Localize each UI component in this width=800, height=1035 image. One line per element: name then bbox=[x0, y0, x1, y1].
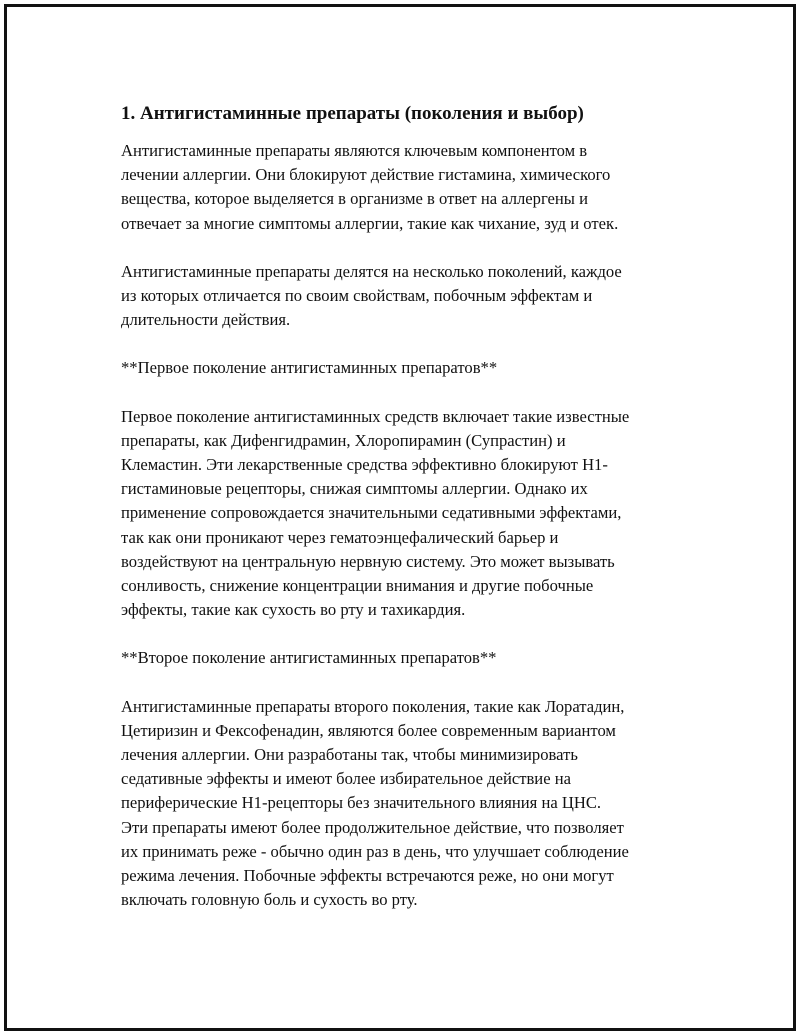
paragraph-first-generation: Первое поколение антигистаминных средств включает такие известные препараты, как Дифенгидрамин, Хлоропирамин (Супрастин) и Клемастин. Эти лекарственные средства эффективно блокируют Н1- гистаминовые рецепторы, снижая симптомы аллергии. Однако их применение сопровождается значительными седативными эффектами, так как они проникают через гематоэнцефалический барьер и воздействуют на центральную нервную систему. Это может вызывать сонливость, снижение концентрации внимания и другие побочные эффекты, такие как сухость во рту и тахикардия. bbox=[121, 406, 630, 620]
paragraph-intro: Антигистаминные препараты являются ключевым компонентом в лечении аллергии. Они блокируют действие гистамина, химического вещества, которое выделяется в организме в ответ на аллергены и отвечает за многие симптомы аллергии, такие как чихание, зуд и отек. bbox=[121, 141, 619, 233]
paragraph-second-generation: Антигистаминные препараты второго поколения, такие как Лоратадин, Цетиризин и Фексофенадин, являются более современным вариантом лечения аллергии. Они разработаны так, чтобы минимизировать седативные эффекты и имеют более избирательное действие на периферические Н1-рецепторы без значительного влияния на ЦНС. Эти препараты имеют более продолжительное действие, что позволяет их принимать реже - обычно один раз в день, что улучшает соблюдение режима лечения. Побочные эффекты встречаются реже, но они могут включать головную боль и сухость во рту. bbox=[121, 696, 629, 910]
section-heading: 1. Антигистаминные препараты (поколения и выбор) bbox=[121, 103, 584, 124]
paragraph-generations: Антигистаминные препараты делятся на несколько поколений, каждое из которых отличается по своим свойствам, побочным эффектам и длительности действия. bbox=[121, 261, 622, 330]
page-border bbox=[4, 4, 796, 1031]
subheading-first-generation: **Первое поколение антигистаминных препаратов** bbox=[121, 358, 498, 378]
subheading-second-generation: **Второе поколение антигистаминных препаратов** bbox=[121, 648, 497, 668]
document-body bbox=[121, 101, 701, 936]
